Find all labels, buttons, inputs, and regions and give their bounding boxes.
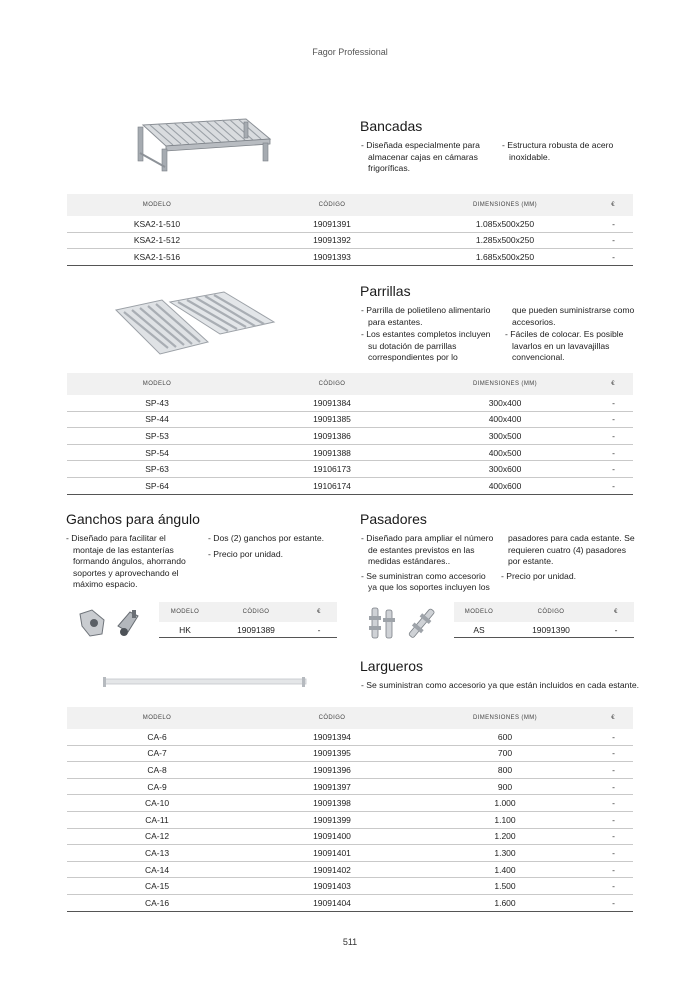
ganchos-bullets-left <box>66 533 198 592</box>
parrillas-table <box>67 373 633 495</box>
cell-modelo: CA-12 <box>67 828 247 845</box>
cell-codigo: 19091401 <box>247 845 417 862</box>
table-row <box>67 878 633 895</box>
col-header-modelo: MODELO <box>67 194 247 216</box>
table-header-row <box>67 373 633 395</box>
table-header-row <box>159 602 337 622</box>
cell-price: - <box>593 762 633 779</box>
cell-dimensiones: 600 <box>417 729 593 745</box>
cell-dimensiones: 400x600 <box>417 477 593 494</box>
bullet-text: - Fáciles de colocar. Es posible lavarlos en un lavavajillas convencional. <box>505 329 624 362</box>
ganchos-bullets-right <box>208 533 338 561</box>
cell-modelo: SP-44 <box>67 411 247 428</box>
cell-modelo: SP-64 <box>67 477 247 494</box>
cell-codigo: 19091398 <box>247 795 417 812</box>
cell-modelo: CA-9 <box>67 778 247 795</box>
table-row <box>67 232 633 249</box>
table-row <box>67 249 633 266</box>
table-row <box>67 395 633 411</box>
cell-price: - <box>593 778 633 795</box>
cell-price: - <box>593 894 633 911</box>
cell-codigo: 19091404 <box>247 894 417 911</box>
cell-dimensiones: 1.600 <box>417 894 593 911</box>
bullet-text: - Se suministran como accesorio ya que los soportes incluyen los <box>361 570 490 592</box>
table-row <box>67 729 633 745</box>
section-title-bancadas: Bancadas <box>360 118 423 134</box>
bancadas-bullets-right <box>502 140 637 164</box>
col-header-dimensiones: DIMENSIONES (MM) <box>417 373 593 395</box>
cell-price: - <box>593 745 633 762</box>
col-header-price: € <box>598 602 634 622</box>
col-header-modelo: MODELO <box>159 602 211 622</box>
cell-dimensiones: 1.100 <box>417 811 593 828</box>
cell-modelo: SP-43 <box>67 395 247 411</box>
cell-price: - <box>593 729 633 745</box>
cell-codigo: 19091390 <box>504 622 598 638</box>
table-row <box>67 861 633 878</box>
bullet-text: - Precio por unidad. <box>501 570 576 581</box>
cell-modelo: KSA2-1-510 <box>67 216 247 232</box>
cell-dimensiones: 300x400 <box>417 395 593 411</box>
cell-price: - <box>593 216 633 232</box>
largueros-table <box>67 707 633 912</box>
col-header-modelo: MODELO <box>67 373 247 395</box>
table-row <box>67 811 633 828</box>
page-number: 511 <box>342 937 358 947</box>
cell-price: - <box>593 249 633 266</box>
cell-codigo: 19091397 <box>247 778 417 795</box>
gancho-hook-image <box>74 604 146 642</box>
cell-codigo: 19091385 <box>247 411 417 428</box>
cell-dimensiones: 800 <box>417 762 593 779</box>
table-header-row <box>454 602 634 622</box>
cell-dimensiones: 900 <box>417 778 593 795</box>
section-title-ganchos: Ganchos para ángulo <box>66 511 200 527</box>
table-row <box>67 778 633 795</box>
cell-price: - <box>593 845 633 862</box>
col-header-price: € <box>593 373 633 395</box>
cell-modelo: CA-6 <box>67 729 247 745</box>
table-row <box>67 477 633 494</box>
cell-modelo: SP-53 <box>67 428 247 445</box>
bancadas-bullets-left <box>361 140 491 176</box>
cell-codigo: 19091403 <box>247 878 417 895</box>
pasadores-table <box>454 602 634 638</box>
cell-price: - <box>593 232 633 249</box>
parrillas-bullets-left <box>361 305 501 365</box>
col-header-price: € <box>593 194 633 216</box>
cell-codigo: 19106174 <box>247 477 417 494</box>
parrillas-bullets-right <box>505 305 645 365</box>
cell-codigo: 19091402 <box>247 861 417 878</box>
cell-codigo: 19091399 <box>247 811 417 828</box>
cell-dimensiones: 1.400 <box>417 861 593 878</box>
table-row <box>67 444 633 461</box>
bullet-text: pasadores para cada estante. Se requieren cuatro (4) pasadores por estante. <box>508 533 635 566</box>
col-header-dimensiones: DIMENSIONES (MM) <box>417 707 593 729</box>
largueros-bullets <box>361 680 661 693</box>
table-header-row <box>67 194 633 216</box>
cell-dimensiones: 700 <box>417 745 593 762</box>
col-header-price: € <box>301 602 337 622</box>
cell-modelo: HK <box>159 622 211 638</box>
bullet-text: - Los estantes completos incluyen su dotación de parrillas correspondientes por lo <box>361 329 491 362</box>
col-header-codigo: CÓDIGO <box>247 707 417 729</box>
table-row <box>67 461 633 478</box>
cell-price: - <box>593 395 633 411</box>
table-header-row <box>67 707 633 729</box>
cell-dimensiones: 1.300 <box>417 845 593 862</box>
cell-dimensiones: 300x500 <box>417 428 593 445</box>
pasadores-bullets-right <box>501 533 636 583</box>
cell-dimensiones: 400x500 <box>417 444 593 461</box>
cell-dimensiones: 1.685x500x250 <box>417 249 593 266</box>
cell-modelo: AS <box>454 622 504 638</box>
cell-codigo: 19091389 <box>211 622 301 638</box>
cell-price: - <box>593 477 633 494</box>
cell-dimensiones: 1.000 <box>417 795 593 812</box>
cell-modelo: CA-15 <box>67 878 247 895</box>
cell-dimensiones: 1.285x500x250 <box>417 232 593 249</box>
cell-dimensiones: 300x600 <box>417 461 593 478</box>
section-title-largueros: Largueros <box>360 658 424 674</box>
bullet-text: - Se suministran como accesorio ya que están incluidos en cada estante. <box>361 680 640 690</box>
cell-codigo: 19091391 <box>247 216 417 232</box>
section-title-parrillas: Parrillas <box>360 283 411 299</box>
section-title-pasadores: Pasadores <box>360 511 427 527</box>
cell-codigo: 19106173 <box>247 461 417 478</box>
cell-price: - <box>301 622 337 638</box>
table-row <box>67 411 633 428</box>
col-header-modelo: MODELO <box>454 602 504 622</box>
cell-codigo: 19091394 <box>247 729 417 745</box>
table-row <box>67 745 633 762</box>
bullet-text: - Diseñado para facilitar el montaje de las estanterías formando ángulos, ahorrando soportes y aprovechando el máximo espacio. <box>66 533 186 589</box>
cell-codigo: 19091396 <box>247 762 417 779</box>
cell-dimensiones: 1.500 <box>417 878 593 895</box>
cell-modelo: CA-11 <box>67 811 247 828</box>
cell-price: - <box>593 811 633 828</box>
table-row <box>67 845 633 862</box>
brand-header: Fagor Professional <box>312 47 388 57</box>
cell-price: - <box>593 444 633 461</box>
cell-price: - <box>593 861 633 878</box>
table-row <box>454 622 634 638</box>
pasadores-bullets-left <box>361 533 496 595</box>
bullet-text: - Diseñado para ampliar el número de estantes previstos en las medidas estándares.. <box>361 533 494 566</box>
cell-price: - <box>593 878 633 895</box>
bullet-text: - Parrilla de polietileno alimentario para estantes. <box>361 305 491 327</box>
cell-codigo: 19091400 <box>247 828 417 845</box>
larguero-bar-image <box>100 674 310 690</box>
cell-modelo: CA-8 <box>67 762 247 779</box>
cell-codigo: 19091393 <box>247 249 417 266</box>
bullet-text: - Diseñada especialmente para almacenar cajas en cámaras frigoríficas. <box>361 140 480 173</box>
cell-price: - <box>593 461 633 478</box>
col-header-codigo: CÓDIGO <box>247 373 417 395</box>
table-row <box>67 795 633 812</box>
cell-price: - <box>593 411 633 428</box>
cell-modelo: SP-54 <box>67 444 247 461</box>
col-header-codigo: CÓDIGO <box>504 602 598 622</box>
bullet-text: - Dos (2) ganchos por estante. <box>208 533 325 543</box>
col-header-price: € <box>593 707 633 729</box>
table-row <box>159 622 337 638</box>
cell-price: - <box>593 828 633 845</box>
cell-modelo: CA-16 <box>67 894 247 911</box>
cell-modelo: CA-10 <box>67 795 247 812</box>
bancadas-table <box>67 194 633 266</box>
table-row <box>67 762 633 779</box>
col-header-codigo: CÓDIGO <box>247 194 417 216</box>
cell-dimensiones: 1.085x500x250 <box>417 216 593 232</box>
table-row <box>67 894 633 911</box>
bullet-text: - Estructura robusta de acero inoxidable. <box>502 140 614 162</box>
col-header-codigo: CÓDIGO <box>211 602 301 622</box>
cell-price: - <box>593 428 633 445</box>
cell-codigo: 19091392 <box>247 232 417 249</box>
bullet-text: que pueden suministrarse como accesorios. <box>512 305 635 327</box>
cell-modelo: CA-14 <box>67 861 247 878</box>
cell-codigo: 19091395 <box>247 745 417 762</box>
cell-codigo: 19091384 <box>247 395 417 411</box>
bancada-rack-image <box>128 113 273 175</box>
col-header-dimensiones: DIMENSIONES (MM) <box>417 194 593 216</box>
table-row <box>67 216 633 232</box>
table-row <box>67 828 633 845</box>
table-row <box>67 428 633 445</box>
cell-modelo: KSA2-1-516 <box>67 249 247 266</box>
cell-modelo: KSA2-1-512 <box>67 232 247 249</box>
cell-price: - <box>593 795 633 812</box>
cell-codigo: 19091386 <box>247 428 417 445</box>
cell-modelo: SP-63 <box>67 461 247 478</box>
cell-dimensiones: 400x400 <box>417 411 593 428</box>
cell-codigo: 19091388 <box>247 444 417 461</box>
cell-price: - <box>598 622 634 638</box>
cell-dimensiones: 1.200 <box>417 828 593 845</box>
col-header-modelo: MODELO <box>67 707 247 729</box>
bullet-text: - Precio por unidad. <box>208 548 283 559</box>
pasador-pins-image <box>366 606 444 642</box>
parrilla-grids-image <box>112 290 277 358</box>
cell-modelo: CA-7 <box>67 745 247 762</box>
ganchos-table <box>159 602 337 638</box>
cell-modelo: CA-13 <box>67 845 247 862</box>
